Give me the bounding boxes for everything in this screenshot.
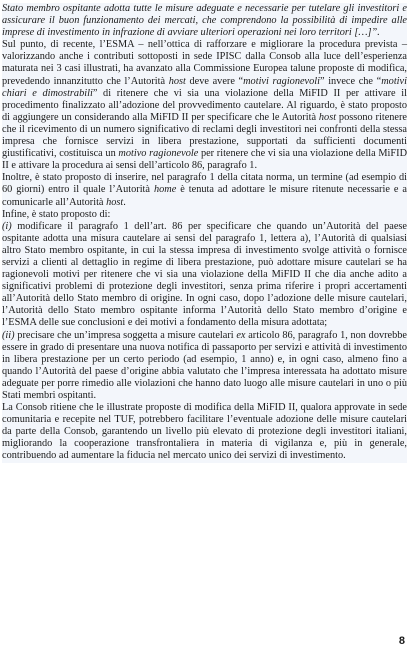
item-i-text: modificare il paragrafo 1 dell’art. 86 per specificare che quando un’Autorità del paese ospitante adotta una misura cautelare ai sensi del paragrafo 1, lettera a), l’Autorità di qualsiasi altro Stato membro ospitante, in cui la stessa impresa di investimento svolge attività o fornisce servizi a clienti al dettaglio in regime di libera prestazione, può adottare misure cautelari se ha ragionevoli motivi per ritenere che vi sia una violazione della MiFID II che dia anche adito a significativi problemi di protezione degli investitori, senza prima riferire i propri accertamenti all’Autorità dello Stato membro di origine. In ogni caso, dopo l’adozione delle misure cautelari, l’Autorità dello Stato membro ospitante informa l’Autorità dello Stato membro d’origine e l’ESMA delle sue conclusioni e dei motivi a fondamento della misura adottata; bbox=[2, 220, 407, 329]
p2-text-e: . bbox=[123, 196, 126, 208]
paragraph-finally: Infine, è stato proposto di: bbox=[2, 208, 111, 220]
paragraph-deadline bbox=[2, 172, 407, 208]
p1-text-k: per ritenere che vi sia una violazione della MiFID II e attivare la procedura ai sensi dell’articolo 86, paragrafo 1. bbox=[2, 148, 408, 172]
item-ii-text-a: precisare che un’impresa soggetta a misure cautelari bbox=[14, 329, 237, 341]
item-ii-text-c: articolo 86, paragrafo 1, non dovrebbe essere in grado di presentare una nuova notifica di passaporto per servizi e attività di investimento in libera prestazione per un certo periodo (ad esempio, 1 anno) e, in ogni caso, almeno fino a quando l’Autorità del paese d’origine abbia valutato che l’impresa interessata ha adottato misure adeguate per porre rimedio alle violazioni che hanno dato luogo alle misure cautelari in uno o più Stati membri ospitanti. bbox=[2, 329, 407, 401]
paragraph-esma-proposals bbox=[2, 39, 407, 172]
p2-term-host: host bbox=[106, 196, 124, 208]
p1-text-e: ” invece che “ bbox=[319, 75, 382, 87]
item-i-marker: (i) bbox=[2, 220, 12, 232]
p2-term-home: home bbox=[153, 184, 177, 196]
p1-text-a: Sul punto, di recente, l’ESMA – nell’ottica di rafforzare e migliorare la procedura prevista – valorizzando anche i contributi sottoposti in sede IPISC dalla Consob alla luce dell’esperienza maturata nei 3 casi illustrati, ha avanzato alla Commissione Europea talune proposte di modifica, prevedendo innanzitutto che l’Autorità bbox=[2, 39, 407, 87]
p1-text-i: possono ritenere che il ricevimento di un numero significativo di reclami degli investitori nei confronti della stessa impresa che fornisce servizi in libera prestazione, supportati da sufficienti documenti giustificativi, costituisca un bbox=[2, 111, 407, 160]
item-ii-marker: (ii) bbox=[2, 329, 15, 341]
p1-term-motivi-chiari: motivi chiari e dimostrabili bbox=[2, 75, 407, 99]
list-item-ii bbox=[2, 330, 407, 403]
item-ii-term-ex: ex bbox=[236, 329, 246, 341]
p2-text-a: Inoltre, è stato proposto di inserire, nel paragrafo 1 della citata norma, un termine (ad esempio di 60 giorni) entro il quale l’Autorità bbox=[2, 172, 407, 196]
list-item-i bbox=[2, 221, 407, 330]
page-number: 8 bbox=[398, 635, 405, 647]
quote-closing: Stato membro ospitante adotta tutte le misure adeguate e necessarie per tutelare gli investitori e assicurare il buon funzionamento dei mercati, che comprendono la possibilità di impedire alle imprese di investimento in infrazione di avviare ulteriori operazioni nei loro territori […]”. bbox=[2, 3, 407, 39]
p1-text-c: deve avere “ bbox=[185, 75, 244, 87]
paragraph-conclusion: La Consob ritiene che le illustrate proposte di modifica della MiFID II, qualora approvate in sede comunitaria e recepite nel TUF, potrebbero facilitare l’eventuale adozione delle misure cautelari da parte della Consob, garantendo un livello più elevato di protezione degli investitori italiani, migliorando la cooperazione transfrontaliera in materia di vigilanza e, più in generale, contribuendo ad aumentare la fiducia nel mercato unico dei servizi di investimento. bbox=[2, 402, 407, 462]
p1-text-g: ” di ritenere che vi sia una violazione della MiFID II per attivare il procedimento finalizzato all’adozione del provvedimento cautelare. Al riguardo, è stato proposto di aggiungere un considerando alla MiFID II per specificare che le Autorità bbox=[2, 87, 407, 123]
p1-term-motivo-ragionevole: motivo ragionevole bbox=[118, 148, 199, 160]
p1-term-host: host bbox=[168, 75, 186, 87]
p1-term-motivi-ragionevoli: motivi ragionevoli bbox=[243, 75, 320, 87]
p2-text-c: è tenuta ad adottare le misure ritenute necessarie e a comunicarle all’Autorità bbox=[2, 184, 407, 208]
body-text bbox=[2, 3, 407, 463]
p1-term-host-2: host bbox=[318, 111, 337, 123]
